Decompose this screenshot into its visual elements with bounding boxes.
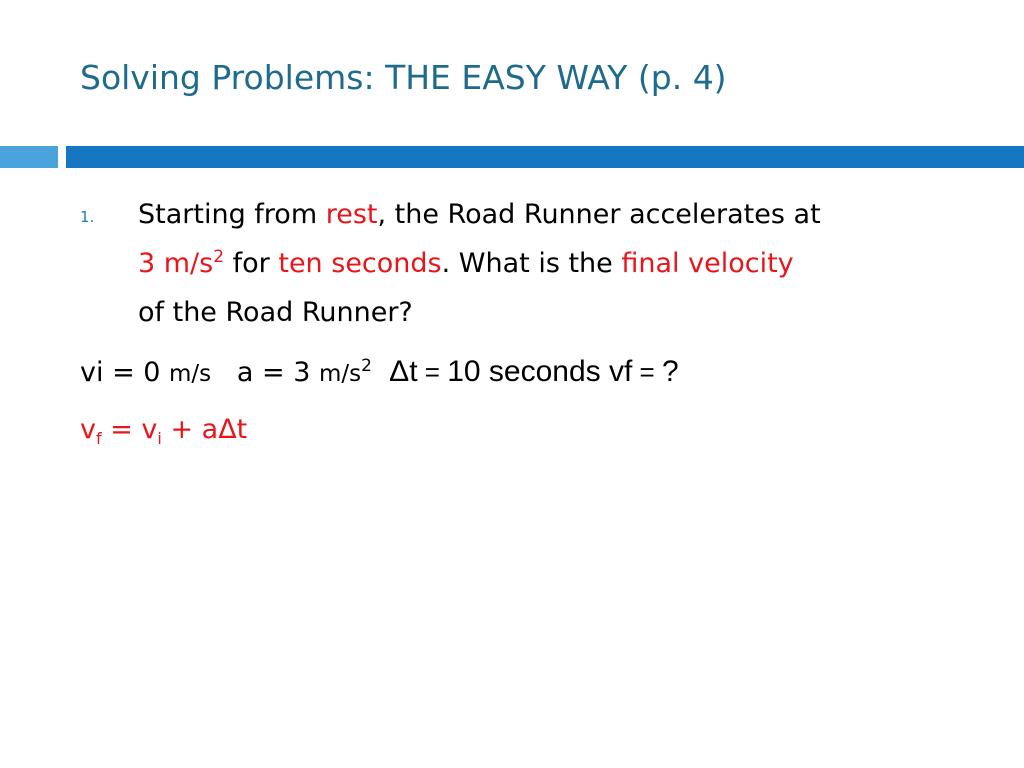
a-label: a = 3 <box>236 357 320 388</box>
a-exponent: 2 <box>361 356 372 376</box>
given-values <box>80 350 679 396</box>
vi-unit: m/s <box>169 361 212 387</box>
vf-value: ? <box>661 355 679 388</box>
equals-sign: = <box>417 357 448 387</box>
subscript-f: f <box>95 429 102 448</box>
accent-bar-left <box>0 146 58 168</box>
formula-eq-vi: = v <box>101 414 158 445</box>
highlight-rest: rest <box>325 199 378 230</box>
formula-rest: + aΔt <box>161 414 248 445</box>
exponent: 2 <box>213 247 225 267</box>
highlight-acceleration <box>138 248 224 279</box>
problem-statement <box>138 190 998 337</box>
text-segment: for <box>224 248 279 279</box>
a-unit: m/s <box>319 361 362 387</box>
accent-bar-main <box>66 146 1024 168</box>
text-segment: . What is the <box>441 248 622 279</box>
text-segment: , the Road Runner accelerates at <box>377 199 821 230</box>
text-segment: Starting from <box>138 199 326 230</box>
equals-sign: = <box>632 357 662 387</box>
highlight-time: ten seconds <box>278 248 442 279</box>
vi-label: vi = 0 <box>80 357 170 388</box>
subscript-i: i <box>157 429 162 448</box>
problem-line-1 <box>138 190 998 239</box>
dt-value: 10 seconds vf <box>447 355 633 388</box>
kinematic-formula <box>80 408 247 452</box>
acceleration-value: 3 m/s <box>138 248 214 279</box>
problem-line-3: of the Road Runner? <box>138 297 413 328</box>
highlight-final-velocity: final velocity <box>621 248 794 279</box>
list-number: 1. <box>80 208 95 226</box>
problem-line-2 <box>138 239 998 288</box>
formula-vf: v <box>80 414 96 445</box>
delta-t-symbol: Δt <box>389 355 418 388</box>
slide-title: Solving Problems: THE EASY WAY (p. 4) <box>80 58 727 97</box>
